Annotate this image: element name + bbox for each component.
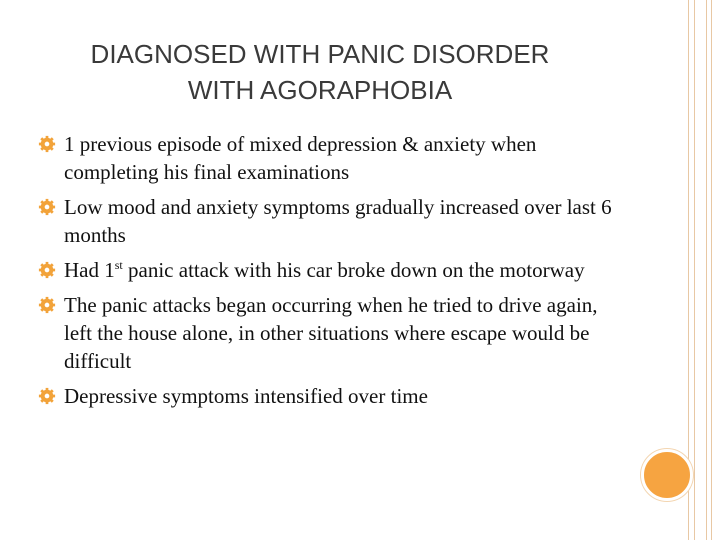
title-line-1: DIAGNOSED WITH PANIC DISORDER [90, 39, 550, 69]
gear-bullet-icon [38, 198, 56, 216]
bullet-item [38, 382, 618, 410]
bullet-list [38, 130, 618, 417]
bullet-item [38, 256, 618, 284]
bullet-text: Depressive symptoms intensified over time [64, 384, 428, 408]
decorative-circle [641, 449, 693, 501]
gear-bullet-icon [38, 387, 56, 405]
slide-title [20, 36, 620, 108]
bullet-item [38, 193, 618, 249]
decorative-line [711, 0, 712, 540]
bullet-text: The panic attacks began occurring when he tried to drive again, left the house alone, in other situations where escape would be difficult [64, 293, 598, 373]
gear-bullet-icon [38, 296, 56, 314]
bullet-text: 1 previous episode of mixed depression & anxiety when completing his final examinations [64, 132, 537, 184]
bullet-item [38, 291, 618, 375]
decorative-line [706, 0, 707, 540]
gear-bullet-icon [38, 261, 56, 279]
bullet-text: Had 1st panic attack with his car broke down on the motorway [64, 258, 585, 282]
title-line-2: WITH AGORAPHOBIA [187, 75, 453, 105]
decorative-line [694, 0, 695, 540]
bullet-item [38, 130, 618, 186]
gear-bullet-icon [38, 135, 56, 153]
bullet-text: Low mood and anxiety symptoms gradually increased over last 6 months [64, 195, 612, 247]
